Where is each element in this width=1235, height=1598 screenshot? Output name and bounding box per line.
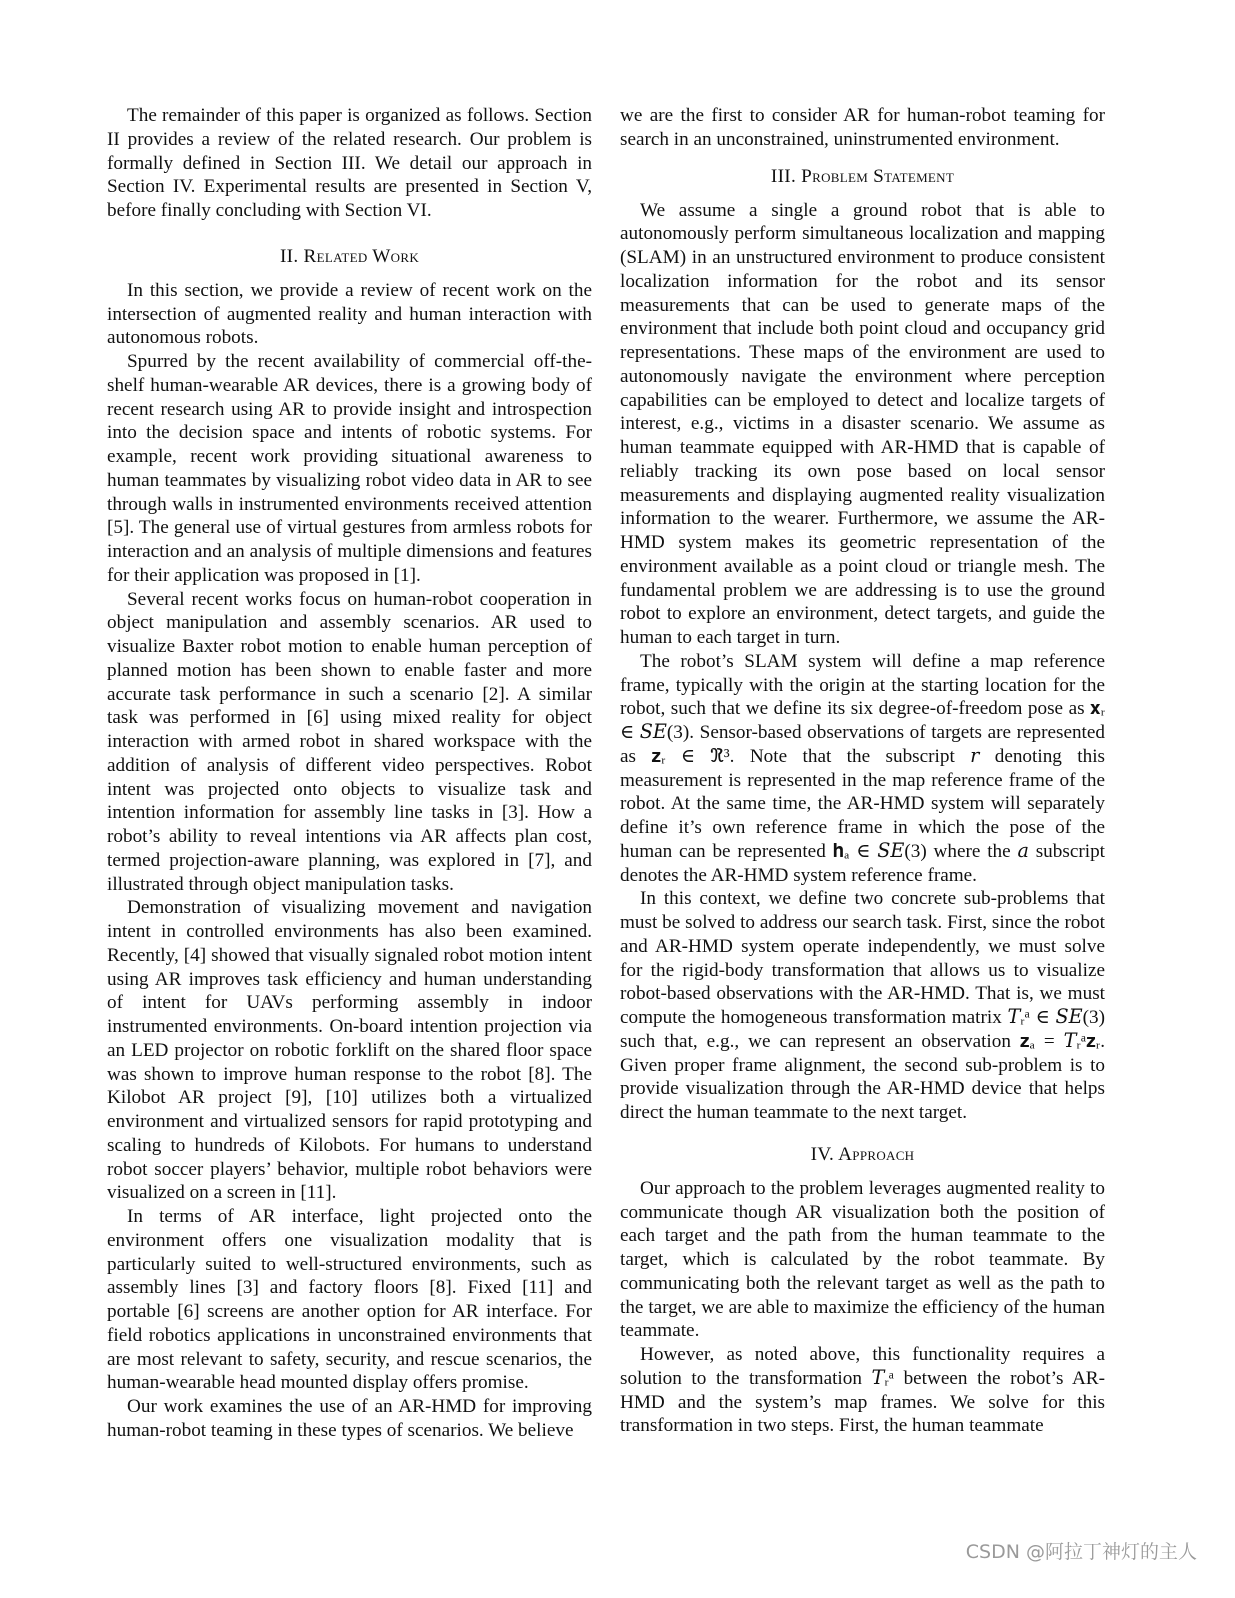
paragraph: In this section, we provide a review of recent work on the intersection of augmented reality and human interaction with autonomous robots. bbox=[107, 279, 592, 349]
paragraph: In this context, we define two concrete sub-problems that must be solved to address our search task. First, since the robot and AR-HMD system operate independently, we must solve for the rigid-body transformation that allows us to visualize robot-based observations with the AR-HMD. That is, we must compute the homogeneous transformation matrix 𝑇ᵣᵃ ∈ 𝑆𝐸(3) such that, e.g., we can represent an observation 𝐳ₐ = 𝑇ᵣᵃ𝐳ᵣ. Given proper frame alignment, the second sub-problem is to provide visualization through the AR-HMD device that helps direct the human teammate to the next target. bbox=[620, 888, 1105, 1123]
paragraph: Our work examines the use of an AR-HMD for improving human-robot teaming in these types of scenarios. We believe bbox=[107, 1396, 592, 1441]
paragraph: The robot’s SLAM system will define a map reference frame, typically with the origin at the starting location for the robot, such that we define its six degree-of-freedom pose as 𝐱ᵣ ∈ 𝑆𝐸(3). Sensor-based observations of targets are represented as 𝐳ᵣ ∈ ℜ³. Note that the subscript 𝑟 denoting this measurement is represented in the map reference frame of the robot. At the same time, the AR-HMD system will separately define it’s own reference frame in which the pose of the human can be represented 𝐡ₐ ∈ 𝑆𝐸(3) where the 𝑎 subscript denotes the AR-HMD system reference frame. bbox=[620, 650, 1105, 886]
paragraph: Our approach to the problem leverages augmented reality to communicate though AR visualization both the position of each target and the path from the human teammate to the target, which is calculated by the robot teammate. By communicating both the relevant target as well as the path to the target, we are able to maximize the efficiency of the human teammate. bbox=[620, 1177, 1105, 1342]
paragraph: Demonstration of visualizing movement and navigation intent in controlled environments has also been examined. Recently, [4] showed that visually signaled robot motion intent using AR improves task efficiency and human understanding of intent for UAVs performing assembly in indoor instrumented environments. On-board intention projection via an LED projector on robotic forklift on the shared floor space was shown to improve human response to the robot [8]. The Kilobot AR project [9], [10] utilizes both a virtualized environment and virtualized sensors for rapid prototyping and scaling to hundreds of Kilobots. For humans to understand robot soccer players’ behavior, multiple robot behaviors were visualized on a screen in [11]. bbox=[107, 897, 592, 1204]
section-heading-approach: IV. Approach bbox=[810, 1143, 915, 1165]
paragraph: In terms of AR interface, light projected onto the environment offers one visualization modality that is particularly suited to well-structured environments, such as assembly lines [3] and factory floors [8]. Fixed [11] and portable [6] screens are another option for AR interface. For field robotics applications in unconstrained environments that are most relevant to safety, security, and rescue scenarios, the human-wearable head mounted display offers promise. bbox=[107, 1206, 592, 1394]
right-column bbox=[620, 104, 1105, 1438]
paragraph: We assume a single a ground robot that is able to autonomously perform simultaneous localization and mapping (SLAM) in an unstructured environment to produce consistent localization information for the robot and its sensor measurements that can be used to generate maps of the environment that include both point cloud and occupancy grid representations. These maps of the environment are used to autonomously navigate the environment where perception capabilities can be employed to detect and localize targets of interest, e.g., victims in a disaster scenario. We assume as human teammate equipped with AR-HMD that is capable of reliably tracking its own pose based on local sensor measurements and displaying augmented reality visualization information to the wearer. Furthermore, we assume the AR-HMD system makes its geometric representation of the environment available as a point cloud or triangle mesh. The fundamental problem we are addressing is to use the ground robot to explore an environment, detect targets, and guide the human to each target in turn. bbox=[620, 199, 1105, 648]
watermark: CSDN @阿拉丁神灯的主人 bbox=[965, 1541, 1197, 1563]
left-column bbox=[107, 104, 592, 1443]
section-heading-problem-statement: III. Problem Statement bbox=[770, 165, 955, 187]
intro-paragraph: The remainder of this paper is organized as follows. Section II provides a review of the related research. Our problem is formally defined in Section III. We detail our approach in Section IV. Experimental results are presented in Section V, before finally concluding with Section VI. bbox=[107, 105, 592, 221]
continuation-paragraph: we are the first to consider AR for human-robot teaming for search in an unconstrained, uninstrumented environment. bbox=[620, 105, 1105, 150]
paragraph: Several recent works focus on human-robot cooperation in object manipulation and assembly scenarios. AR used to visualize Baxter robot motion to enable human perception of planned motion has been shown to enable faster and more accurate task performance in such a scenario [2]. A similar task was performed in [6] using mixed reality for object interaction with armed robot in shared workspace with the addition of analysis of different video perspectives. Robot intent was projected onto objects to visualize task and intention information for assembly line tasks in [3]. How a robot’s ability to reveal intentions via AR affects plan cost, termed projection-aware planning, was explored in [7], and illustrated through object manipulation tasks. bbox=[107, 588, 592, 895]
paragraph: Spurred by the recent availability of commercial off-the-shelf human-wearable AR devices, there is a growing body of recent research using AR to provide insight and introspection into the decision space and intents of robotic systems. For example, recent work providing situational awareness to human teammates by visualizing robot video data in AR to see through walls in instrumented environments received attention [5]. The general use of virtual gestures from armless robots for interaction and an analysis of multiple dimensions and features for their application was proposed in [1]. bbox=[107, 351, 592, 586]
section-heading-related-work: II. Related Work bbox=[279, 245, 420, 267]
paragraph: However, as noted above, this functionality requires a solution to the transformation 𝑇ᵣᵃ between the robot’s AR-HMD and the system’s map frames. We solve for this transformation in two steps. First, the human teammate bbox=[620, 1344, 1105, 1437]
